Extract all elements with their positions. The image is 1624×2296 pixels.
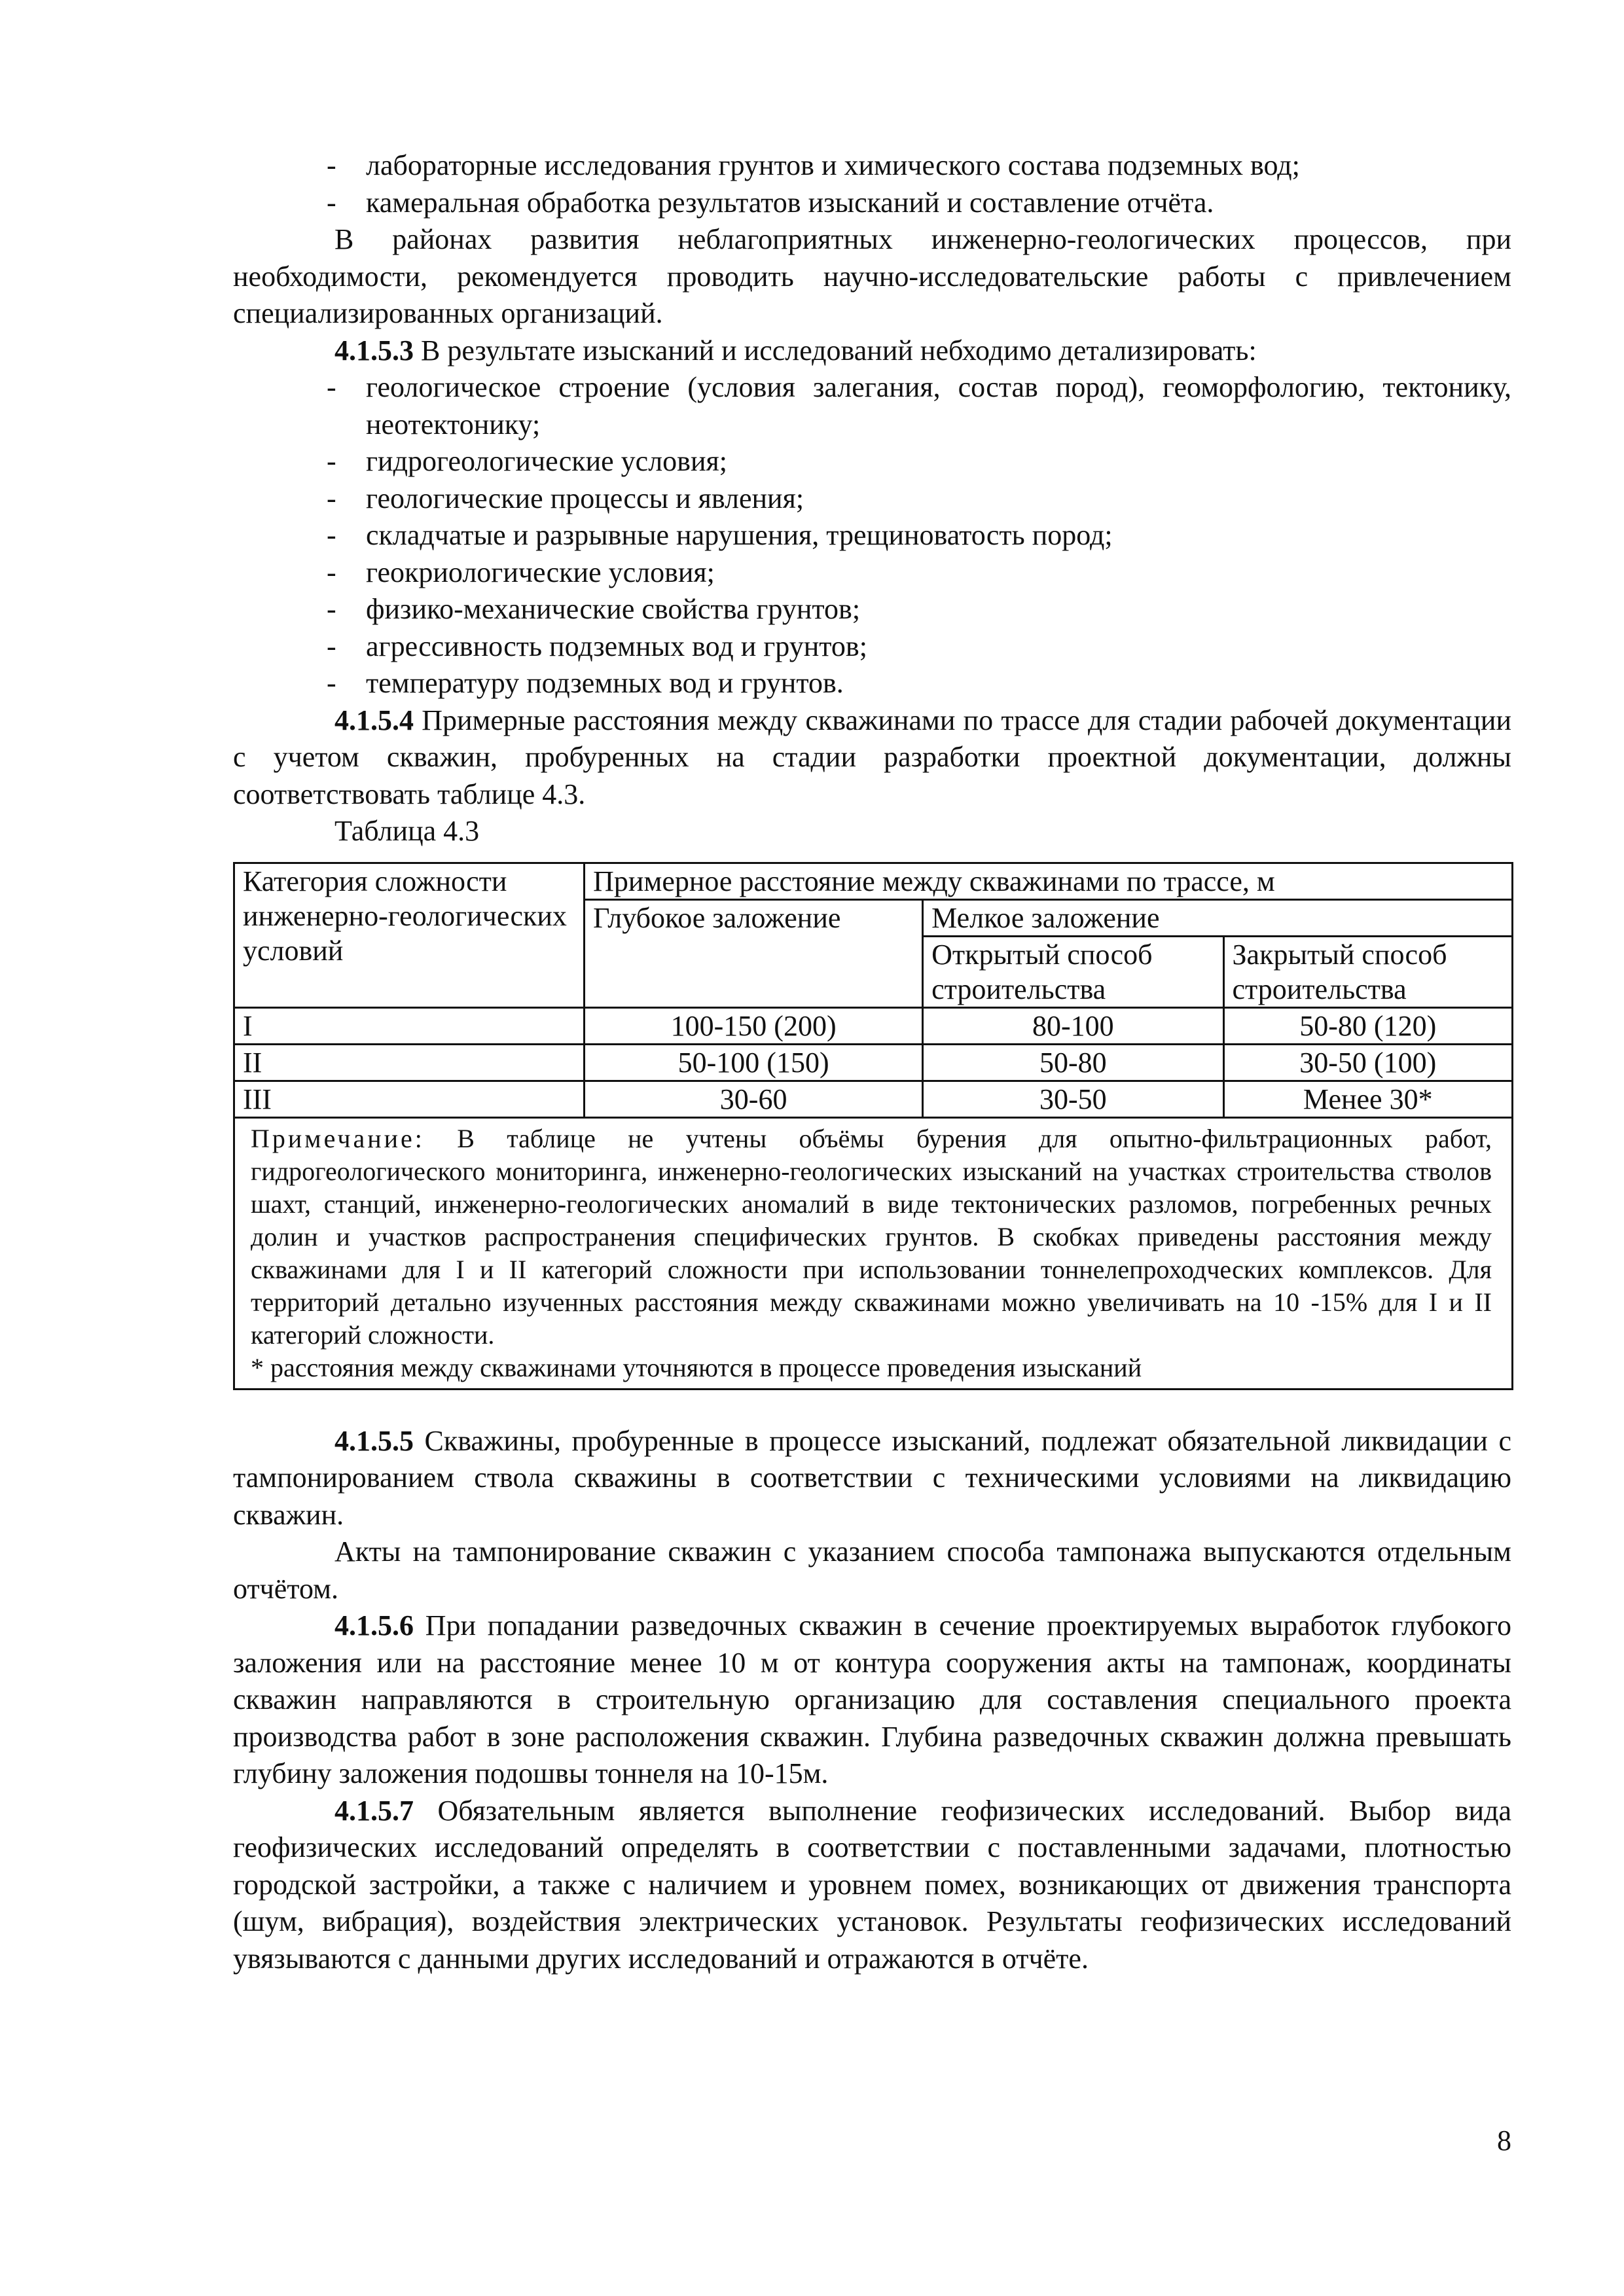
document-page: [233, 147, 1511, 1977]
table-note: [234, 1117, 1513, 1389]
table-row: [234, 1044, 1513, 1081]
section-4-1-5-6: 4.1.5.6 При попадании разведочных скважин в сечение проектируемых выработок глубокого заложения или на расстояние менее 10 м от контура сооружения акты на тампонаж, координаты скважин направляются в строительную организацию для составления специального проекта производства работ в зоне расположения скважин. Глубина разведочных скважин должна превышать глубину заложения подошвы тоннеля на 10-15м.: [233, 1609, 1511, 1789]
note-label: Примечание:: [251, 1123, 425, 1153]
list-item: - гидрогеологические условия;: [327, 445, 727, 477]
list-item: - геологическое строение (условия залегания, состав пород), геоморфологию, тектонику, неотектонику;: [327, 371, 1511, 440]
paragraph-acts: Акты на тампонирование скважин с указанием способа тампонажа выпускаются отдельным отчётом.: [233, 1535, 1511, 1605]
cell-category: III: [234, 1081, 585, 1117]
section-4-1-5-4: 4.1.5.4 Примерные расстояния между скважинами по трассе для стадии рабочей документации с учетом скважин, пробуренных на стадии разработки проектной документации, должны соответствовать таблице 4.3.: [233, 704, 1511, 810]
table-caption: Таблица 4.3: [334, 815, 480, 847]
list-item: - температуру подземных вод и грунтов.: [327, 667, 844, 699]
section-number: 4.1.5.7: [334, 1794, 414, 1827]
cell-deep: 100-150 (200): [585, 1007, 923, 1044]
list-item: - геокриологические условия;: [327, 556, 715, 588]
header-deep: Глубокое заложение: [585, 899, 923, 1007]
table-row: [234, 1007, 1513, 1044]
list-item: - складчатые и разрывные нарушения, трещиноватость пород;: [327, 519, 1113, 551]
section-number: 4.1.5.6: [334, 1609, 414, 1641]
list-item: - агрессивность подземных вод и грунтов;: [327, 630, 867, 662]
cell-deep: 50-100 (150): [585, 1044, 923, 1081]
section-4-1-5-7: 4.1.5.7 Обязательным является выполнение геофизических исследований. Выбор вида геофизических исследований определять в соответствии с поставленными задачами, плотностью городской застройки, а также с наличием и уровнем помех, возникающих от движения транспорта (шум, вибрация), воздействия электрических установок. Результаты геофизических исследований увязываются с данными других исследований и отражаются в отчёте.: [233, 1794, 1511, 1975]
list-item: - геологические процессы и явления;: [327, 482, 804, 514]
section-number: 4.1.5.4: [334, 704, 414, 736]
cell-open: 50-80: [923, 1044, 1223, 1081]
table-footnote: * расстояния между скважинами уточняются в процессе проведения изысканий: [251, 1352, 1142, 1382]
table-row: [234, 1081, 1513, 1117]
note-text: В таблице не учтены объёмы бурения для опытно-фильтрационных работ, гидрогеологического мониторинга, инженерно-геологических изысканий на участках строительства стволов шахт, станций, инженерно-геологических аномалий в виде тектонических разломов, погребенных речных долин и участков распространения специфических грунтов. В скобках приведены расстояния между скважинами для I и II категорий сложности при использовании тоннелепроходческих комплексов. Для территорий детально изученных расстояния между скважинами можно увеличивать на 10 -15% для I и II категорий сложности.: [251, 1123, 1492, 1350]
section-4-1-5-3: 4.1.5.3 В результате изысканий и исследований небходимо детализировать:: [334, 334, 1257, 367]
cell-open: 80-100: [923, 1007, 1223, 1044]
cell-deep: 30-60: [585, 1081, 923, 1117]
cell-category: I: [234, 1007, 585, 1044]
paragraph-unfavorable-processes: В районах развития неблагоприятных инженерно-геологических процессов, при необходимости, рекомендуется проводить научно-исследовательские работы с привлечением специализированных организаций.: [233, 223, 1511, 329]
section-number: 4.1.5.5: [334, 1424, 414, 1457]
header-category: Категория сложности инженерно-геологических условий: [234, 863, 585, 1007]
cell-closed: Менее 30*: [1223, 1081, 1512, 1117]
table-header-row: [234, 863, 1513, 899]
section-4-1-5-5: 4.1.5.5 Скважины, пробуренные в процессе изысканий, подлежат обязательной ликвидации с тампонированием ствола скважины в соответствии с техническими условиями на ликвидацию скважин.: [233, 1424, 1511, 1531]
header-distance: Примерное расстояние между скважинами по трассе, м: [585, 863, 1513, 899]
list-item: - лабораторные исследования грунтов и химического состава подземных вод;: [327, 149, 1300, 181]
list-item: - физико-механические свойства грунтов;: [327, 593, 861, 625]
header-closed: Закрытый способ строительства: [1223, 936, 1512, 1007]
page-number: 8: [1497, 2125, 1511, 2157]
cell-closed: 30-50 (100): [1223, 1044, 1512, 1081]
header-shallow: Мелкое заложение: [923, 899, 1513, 936]
cell-closed: 50-80 (120): [1223, 1007, 1512, 1044]
section-number: 4.1.5.3: [334, 334, 414, 367]
cell-open: 30-50: [923, 1081, 1223, 1117]
list-item: - камеральная обработка результатов изысканий и составление отчёта.: [327, 186, 1214, 219]
header-open: Открытый способ строительства: [923, 936, 1223, 1007]
table-note-row: [234, 1117, 1513, 1389]
borehole-distance-table: [233, 862, 1513, 1390]
cell-category: II: [234, 1044, 585, 1081]
